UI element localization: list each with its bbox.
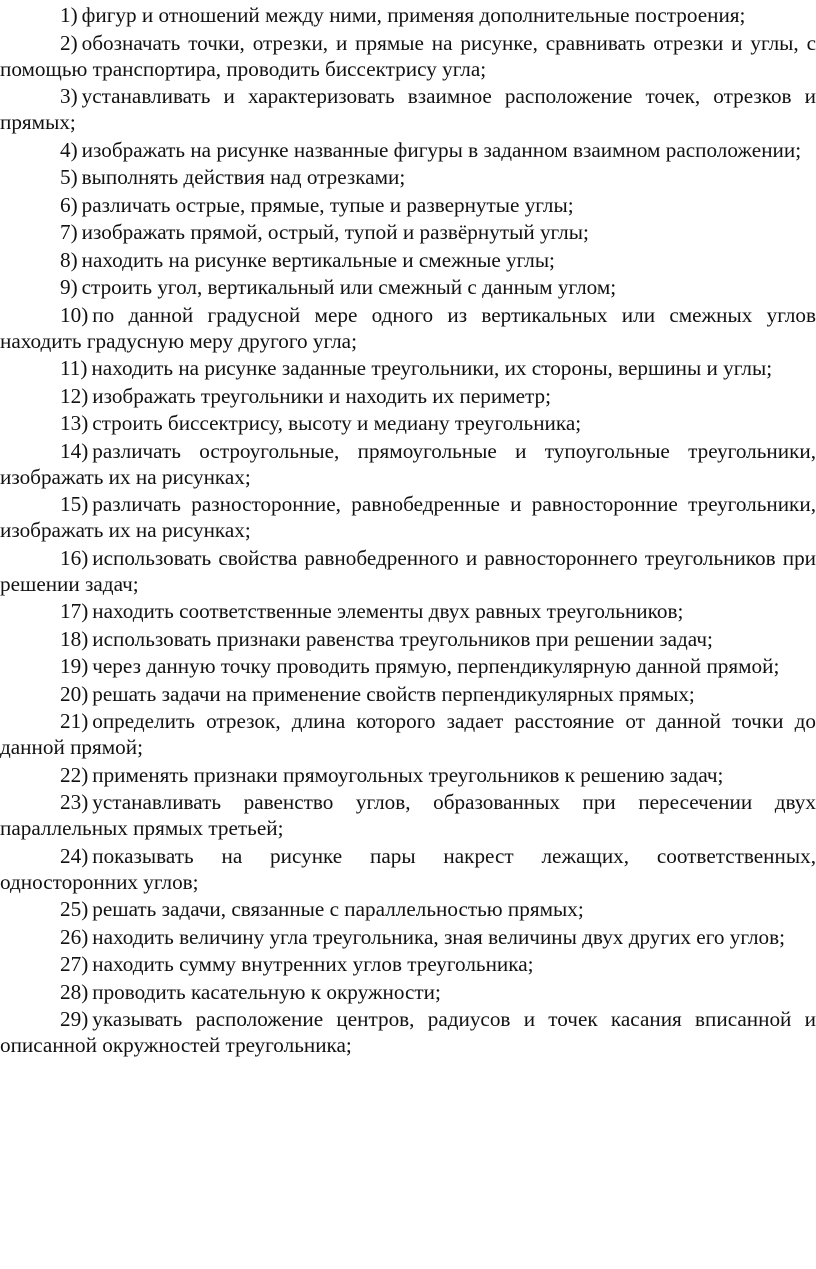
list-item-text: показывать на рисунке пары накрест лежащих, соответственных, односторонних углов; (0, 843, 816, 894)
list-item-number: 19) (60, 654, 89, 678)
list-item-number: 26) (60, 924, 89, 949)
list-item-text: различать остроугольные, прямоугольные и тупоугольные треугольники, изображать их на рисунках; (0, 438, 816, 489)
list-item-number: 17) (60, 599, 89, 623)
list-item (0, 410, 816, 436)
list-item (0, 30, 816, 82)
list-item-number: 10) (60, 302, 89, 327)
list-item-text: решать задачи на применение свойств перпендикулярных прямых; (92, 681, 695, 706)
list-item-number: 14) (60, 438, 89, 463)
list-item (0, 83, 816, 135)
list-item-text: обозначать точки, отрезки, и прямые на рисунке, сравнивать отрезки и углы, с помощью транспортира, проводить биссектрису угла; (0, 30, 816, 81)
list-item (0, 789, 816, 841)
list-item (0, 626, 816, 652)
list-item (0, 383, 816, 409)
list-item-text: решать задачи, связанные с параллельностью прямых; (92, 897, 584, 921)
list-item (0, 192, 816, 218)
list-item (0, 951, 816, 977)
list-item-text: находить сумму внутренних углов треугольника; (92, 952, 534, 976)
list-item-number: 22) (60, 762, 89, 787)
list-item-text: изображать треугольники и находить их периметр; (92, 383, 552, 408)
list-item-text: изображать на рисунке названные фигуры в заданном взаимном расположении; (81, 137, 802, 162)
list-item (0, 247, 816, 273)
list-item (0, 598, 816, 624)
list-item (0, 762, 816, 788)
list-item-text: выполнять действия над отрезками; (81, 165, 406, 189)
list-item-text: проводить касательную к окружности; (92, 979, 441, 1004)
list-item-number: 2) (60, 30, 78, 55)
list-item-text: находить на рисунке вертикальные и смежные углы; (81, 247, 555, 272)
list-item-number: 16) (60, 545, 89, 570)
list-item-number: 28) (60, 979, 89, 1004)
list-item (0, 843, 816, 895)
list-item (0, 896, 816, 922)
list-item-number: 6) (60, 192, 78, 217)
list-item (0, 355, 816, 381)
list-item-number: 1) (60, 3, 78, 27)
list-item-text: строить угол, вертикальный или смежный с данным углом; (81, 275, 617, 299)
list-item-text: определить отрезок, длина которого задает расстояние от данной точки до данной прямой; (0, 709, 816, 759)
list-item (0, 491, 816, 543)
list-item-text: находить на рисунке заданные треугольники, их стороны, вершины и углы; (91, 356, 773, 380)
list-item-text: использовать свойства равнобедренного и равностороннего треугольников при решении задач; (0, 545, 816, 596)
list-item-number: 29) (60, 1007, 89, 1031)
list-item-text: различать острые, прямые, тупые и развернутые углы; (81, 192, 574, 217)
list-item (0, 708, 816, 760)
list-item (0, 653, 816, 679)
list-item-number: 9) (60, 275, 78, 299)
list-item-number: 23) (60, 790, 89, 814)
list-item-text: устанавливать равенство углов, образованных при пересечении двух параллельных прямых третьей; (0, 790, 816, 840)
list-item (0, 924, 816, 950)
list-item (0, 137, 816, 163)
list-item (0, 302, 816, 354)
list-item-text: строить биссектрису, высоту и медиану треугольника; (92, 411, 582, 435)
list-item-text: находить соответственные элементы двух равных треугольников; (92, 599, 684, 623)
list-item-number: 7) (60, 220, 78, 244)
list-item-text: применять признаки прямоугольных треугольников к решению задач; (92, 762, 724, 787)
list-item (0, 438, 816, 490)
list-item-text: по данной градусной мере одного из вертикальных или смежных углов находить градусную меру другого угла; (0, 302, 816, 353)
list-item-number: 24) (60, 843, 89, 868)
list-item-text: использовать признаки равенства треугольников при решении задач; (92, 626, 713, 651)
list-item-number: 18) (60, 626, 89, 651)
list-item-number: 15) (60, 492, 89, 516)
list-item-number: 3) (60, 84, 78, 108)
list-item-number: 25) (60, 897, 89, 921)
list-item (0, 2, 816, 28)
list-item-text: через данную точку проводить прямую, перпендикулярную данной прямой; (92, 654, 780, 678)
list-item-number: 20) (60, 681, 89, 706)
list-item (0, 545, 816, 597)
list-item-number: 4) (60, 137, 78, 162)
list-item-number: 8) (60, 247, 78, 272)
list-item-number: 13) (60, 411, 89, 435)
list-item-text: фигур и отношений между ними, применяя дополнительные построения; (81, 3, 746, 27)
list-item-number: 5) (60, 165, 78, 189)
list-item-text: указывать расположение центров, радиусов и точек касания вписанной и описанной окружностей треугольника; (0, 1007, 816, 1057)
list-item-number: 27) (60, 952, 89, 976)
list-item-text: устанавливать и характеризовать взаимное расположение точек, отрезков и прямых; (0, 84, 816, 134)
list-item (0, 219, 816, 245)
list-item (0, 274, 816, 300)
list-item (0, 681, 816, 707)
list-item-number: 21) (60, 709, 89, 733)
list-item-text: находить величину угла треугольника, зная величины двух других его углов; (92, 924, 786, 949)
list-item (0, 979, 816, 1005)
list-item (0, 164, 816, 190)
list-item-number: 12) (60, 383, 89, 408)
list-item-text: изображать прямой, острый, тупой и развёрнутый углы; (81, 220, 589, 244)
list-item-number: 11) (60, 356, 88, 380)
list-item (0, 1006, 816, 1058)
list-item-text: различать разносторонние, равнобедренные и равносторонние треугольники, изображать их на рисунках; (0, 492, 816, 542)
